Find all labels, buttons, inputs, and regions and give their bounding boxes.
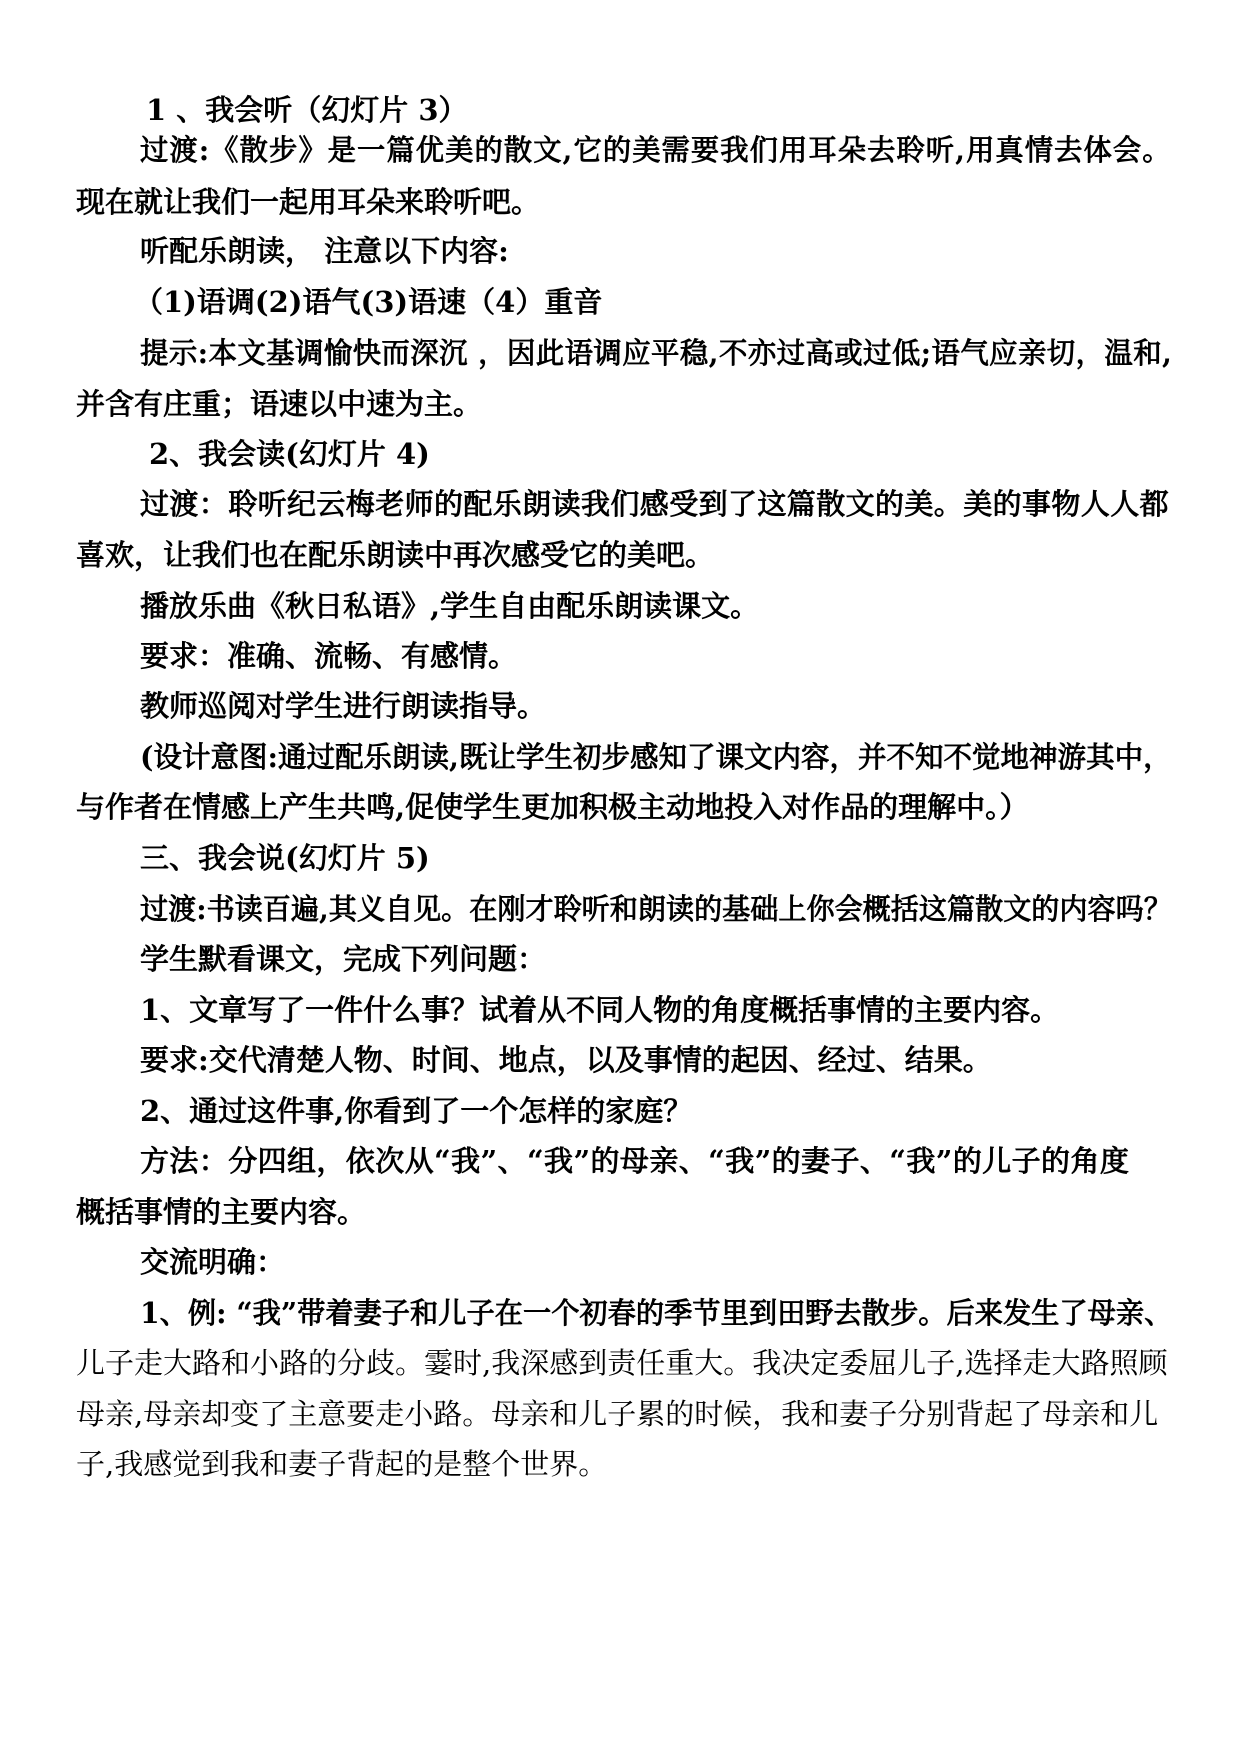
paragraph-line: 母亲,母亲却变了主意要走小路。母亲和儿子累的时候，我和妻子分别背起了母亲和儿 bbox=[76, 1397, 1159, 1431]
heading-read: 2、我会读(幻灯片 4) bbox=[149, 437, 430, 471]
heading-speak: 三、我会说(幻灯片 5) bbox=[140, 841, 430, 875]
paragraph-line: 儿子走大路和小路的分歧。霎时,我深感到责任重大。我决定委屈儿子,选择走大路照顾 bbox=[76, 1346, 1168, 1380]
paragraph-line: 概括事情的主要内容。 bbox=[76, 1195, 367, 1229]
paragraph-line: (设计意图:通过配乐朗读,既让学生初步感知了课文内容，并不知不觉地神游其中， bbox=[140, 740, 1172, 774]
paragraph-line: 2、通过这件事,你看到了一个怎样的家庭？ bbox=[140, 1094, 693, 1128]
paragraph-line: 1、例: “我”带着妻子和儿子在一个初春的季节里到田野去散步。后来发生了母亲、 bbox=[140, 1296, 1173, 1330]
paragraph-line: 与作者在情感上产生共鸣,促使学生更加积极主动地投入对作品的理解中。） bbox=[76, 790, 1029, 824]
paragraph-line: 方法：分四组，依次从“我”、“我”的母亲、“我”的妻子、“我”的儿子的角度 bbox=[140, 1144, 1130, 1178]
paragraph-line: 学生默看课文，完成下列问题： bbox=[140, 942, 547, 976]
paragraph-line: 播放乐曲《秋日私语》,学生自由配乐朗读课文。 bbox=[140, 589, 760, 623]
paragraph-line: 子,我感觉到我和妻子背起的是整个世界。 bbox=[76, 1447, 608, 1481]
paragraph-line: 过渡:《散步》是一篇优美的散文,它的美需要我们用耳朵去聆听,用真情去体会。 bbox=[140, 133, 1172, 167]
paragraph-line: 过渡：聆听纪云梅老师的配乐朗读我们感受到了这篇散文的美。美的事物人人都 bbox=[140, 487, 1170, 521]
heading-listen: 1 、我会听（幻灯片 3） bbox=[146, 93, 468, 127]
paragraph-line: 听配乐朗读， 注意以下内容: bbox=[140, 234, 509, 268]
paragraph-line: 要求：准确、流畅、有感情。 bbox=[140, 639, 518, 673]
paragraph-line: 教师巡阅对学生进行朗读指导。 bbox=[140, 689, 547, 723]
paragraph-line: （1)语调(2)语气(3)语速（4）重音 bbox=[134, 285, 603, 319]
paragraph-line: 喜欢，让我们也在配乐朗读中再次感受它的美吧。 bbox=[76, 538, 715, 572]
paragraph-line: 过渡:书读百遍,其义自见。在刚才聆听和朗读的基础上你会概括这篇散文的内容吗？ bbox=[140, 892, 1172, 926]
paragraph-line: 要求:交代清楚人物、时间、地点，以及事情的起因、经过、结果。 bbox=[140, 1043, 992, 1077]
paragraph-line: 并含有庄重；语速以中速为主。 bbox=[76, 387, 483, 421]
paragraph-line: 现在就让我们一起用耳朵来聆听吧。 bbox=[76, 185, 541, 219]
paragraph-line: 1、文章写了一件什么事？试着从不同人物的角度概括事情的主要内容。 bbox=[140, 993, 1060, 1027]
paragraph-line: 交流明确： bbox=[140, 1245, 286, 1279]
paragraph-line: 提示:本文基调愉快而深沉 ，因此语调应平稳,不亦过高或过低;语气应亲切，温和, bbox=[140, 336, 1173, 370]
